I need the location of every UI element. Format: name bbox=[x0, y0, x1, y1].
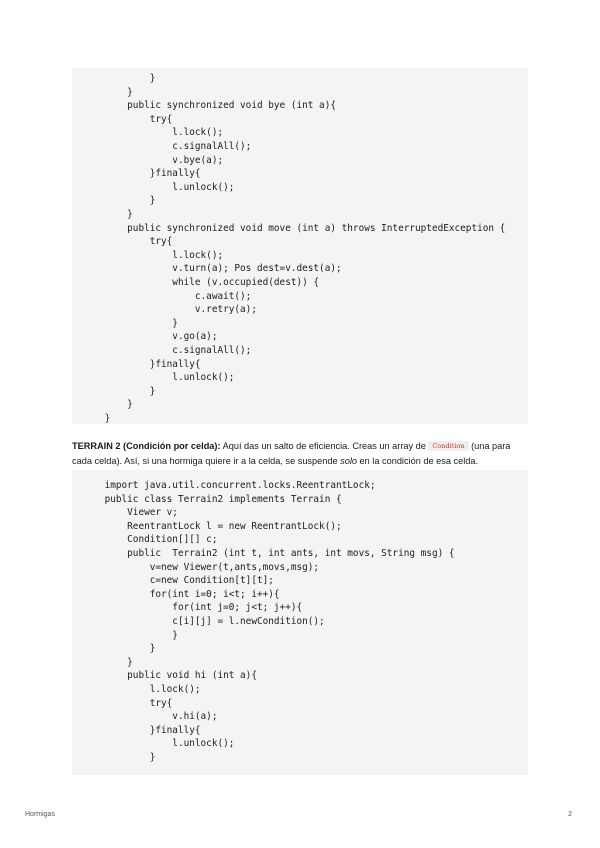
code-line: v=new Viewer(t,ants,movs,msg); bbox=[82, 561, 320, 573]
paragraph-emphasis: solo bbox=[340, 455, 357, 466]
code-line: } bbox=[82, 385, 156, 397]
code-line: v.retry(a); bbox=[82, 304, 257, 316]
code-line: c[i][j] = l.newCondition(); bbox=[82, 616, 325, 627]
code-line: l.unlock(); bbox=[82, 181, 235, 193]
code-line: v.go(a); bbox=[82, 331, 218, 343]
code-line: Viewer v; bbox=[82, 507, 178, 519]
code-line: } bbox=[82, 643, 156, 655]
code-line: try{ bbox=[82, 113, 173, 125]
code-line: v.bye(a); bbox=[82, 154, 224, 166]
code-line: Condition[][] c; bbox=[82, 534, 218, 546]
paragraph-text-1: Aquí das un salto de eficiencia. Creas un array de bbox=[220, 441, 429, 451]
paragraph-text-3: cada celda). Así, si una hormiga quiere ir a la celda, se suspende bbox=[72, 455, 341, 466]
paragraph-terrain-2 bbox=[72, 439, 532, 468]
code-line: }finally{ bbox=[82, 168, 201, 180]
code-block-1 bbox=[72, 68, 528, 424]
code-line: l.unlock(); bbox=[82, 372, 235, 384]
code-line: try{ bbox=[82, 236, 173, 248]
code-line: } bbox=[82, 73, 156, 84]
paragraph-text-4: en la condición de esa celda. bbox=[356, 455, 479, 466]
inline-code-condition: Condition bbox=[428, 441, 468, 451]
code-line: }finally{ bbox=[82, 358, 201, 370]
code-line: import java.util.concurrent.locks.ReentrantLock; bbox=[82, 480, 376, 491]
code-line: while (v.occupied(dest)) { bbox=[82, 277, 320, 288]
code-line: c.signalAll(); bbox=[82, 141, 252, 152]
code-line: public synchronized void bye (int a){ bbox=[82, 100, 336, 112]
code-line: for(int j=0; j<t; j++){ bbox=[82, 602, 303, 614]
code-line: public class Terrain2 implements Terrain { bbox=[82, 493, 342, 505]
code-line: } bbox=[82, 195, 156, 207]
code-line: l.unlock(); bbox=[82, 738, 235, 750]
code-line: } bbox=[82, 86, 133, 98]
footer-doc-title: Hormigas bbox=[25, 811, 55, 818]
code-line: c.await(); bbox=[82, 290, 252, 302]
code-line: l.lock(); bbox=[82, 249, 224, 261]
code-line: public Terrain2 (int t, int ants, int movs, String msg) { bbox=[82, 548, 455, 559]
code-line: }finally{ bbox=[82, 724, 201, 736]
code-line: public void hi (int a){ bbox=[82, 670, 257, 682]
code-line: } bbox=[82, 629, 178, 641]
code-line: l.lock(); bbox=[82, 684, 201, 695]
code-block-2 bbox=[72, 470, 528, 775]
code-line: public synchronized void move (int a) throws InterruptedException { bbox=[82, 222, 506, 234]
code-line: } bbox=[82, 656, 133, 668]
code-line: ReentrantLock l = new ReentrantLock(); bbox=[82, 520, 342, 532]
code-line: v.turn(a); Pos dest=v.dest(a); bbox=[82, 263, 342, 275]
paragraph-heading: TERRAIN 2 (Condición por celda): bbox=[72, 441, 221, 451]
code-line: for(int i=0; i<t; i++){ bbox=[82, 588, 280, 600]
code-line: v.hi(a); bbox=[82, 711, 218, 723]
code-line: } bbox=[82, 209, 133, 220]
code-line: } bbox=[82, 317, 178, 329]
footer-page-number: 2 bbox=[568, 811, 572, 818]
paragraph-text-2: (una para bbox=[468, 441, 511, 451]
code-line: c.signalAll(); bbox=[82, 345, 252, 356]
code-line: try{ bbox=[82, 697, 173, 709]
code-line: l.lock(); bbox=[82, 127, 224, 139]
code-line: } bbox=[82, 399, 133, 411]
code-line: } bbox=[82, 752, 156, 763]
code-line: c=new Condition[t][t]; bbox=[82, 575, 274, 587]
code-line: } bbox=[82, 413, 111, 424]
